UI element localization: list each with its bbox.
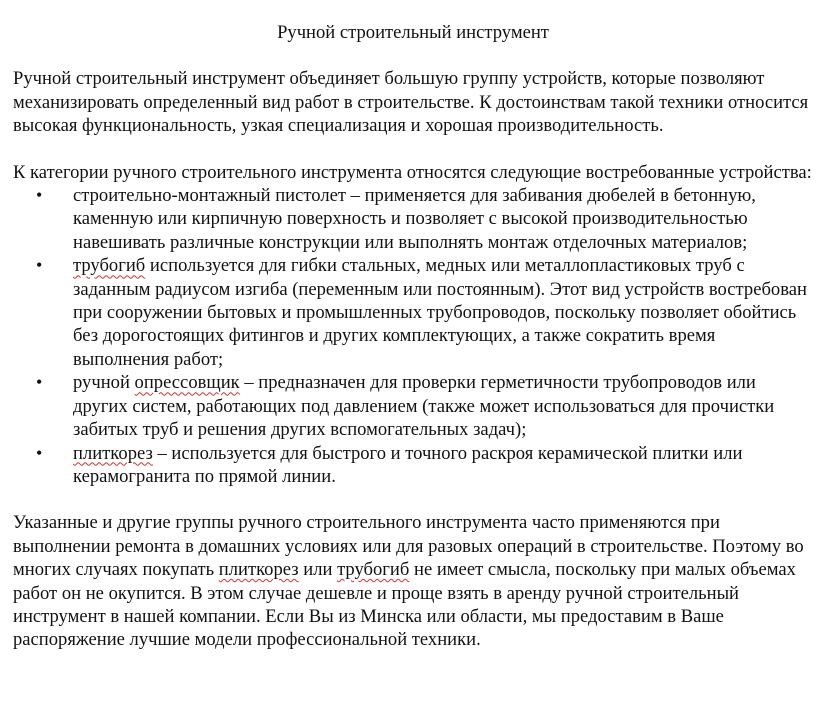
list-item-term: плиткорез	[73, 442, 153, 464]
document-title: Ручной строительный инструмент	[277, 22, 549, 43]
intro-paragraph: Ручной строительный инструмент объединяет большую группу устройств, которые позволяют механизировать определенный вид работ в строительстве. К достоинствам такой техники относится высокая функциональность, узкая специализация и хорошая производительность.	[13, 68, 809, 137]
list-item-text: – предназначен для проверки герметичности трубопроводов или других систем, работающих под давлением (также может использоваться для прочистки забитых труб и решения других вспомогательных задач);	[73, 372, 775, 441]
list-item-text: – используется для быстрого и точного раскроя керамической плитки или керамогранита по прямой линии.	[73, 442, 743, 487]
tool-list	[13, 184, 813, 488]
list-item	[13, 254, 813, 371]
closing-text-part: Указанные и другие группы ручного строительного инструмента часто применяются при выполнении ремонта в домашних условиях или для разовых операций в строительстве. Поэтому во многих случаях покупать	[13, 512, 804, 581]
list-intro-paragraph: К категории ручного строительного инструмента относятся следующие востребованные устройства:	[13, 161, 812, 183]
list-item-lead: ручной	[73, 372, 135, 394]
list-item-text: строительно-монтажный пистолет – применяется для забивания дюбелей в бетонную, каменную или кирпичную поверхность и позволяет с высокой производительностью навешивать различные конструкции или выполнять монтаж отделочных материалов;	[73, 185, 756, 253]
closing-text-part: не имеет смысла, поскольку при малых объемах работ он не окупится. В этом случае дешевле и проще взять в аренду ручной строительный инструмент в нашей компании. Если Вы из Минска или области, мы предоставим в Ваше распоряжение лучшие модели профессиональной техники.	[13, 559, 796, 651]
closing-paragraph	[13, 511, 813, 651]
closing-text-part: или	[298, 559, 338, 581]
document-page	[13, 21, 813, 675]
bullet-icon: •	[36, 372, 43, 393]
list-item-term: опрессовщик	[134, 372, 240, 394]
bullet-icon: •	[36, 255, 43, 276]
closing-term: трубогиб	[337, 559, 410, 581]
closing-term: плиткорез	[218, 559, 299, 581]
list-item	[13, 442, 813, 489]
bullet-icon: •	[36, 442, 43, 463]
bullet-icon: •	[36, 185, 43, 206]
list-item-text: используется для гибки стальных, медных или металлопластиковых труб с заданным радиусом изгиба (переменным или постоянным). Этот вид устройств востребован при сооружении бытовых и промышленных трубопроводов, поскольку позволяет обойтись без дорогостоящих фитингов и других комплектующих, а также сократить время выполнения работ;	[73, 255, 807, 370]
list-item-term: трубогиб	[73, 255, 146, 277]
list-item	[13, 371, 813, 441]
list-item	[13, 184, 813, 254]
